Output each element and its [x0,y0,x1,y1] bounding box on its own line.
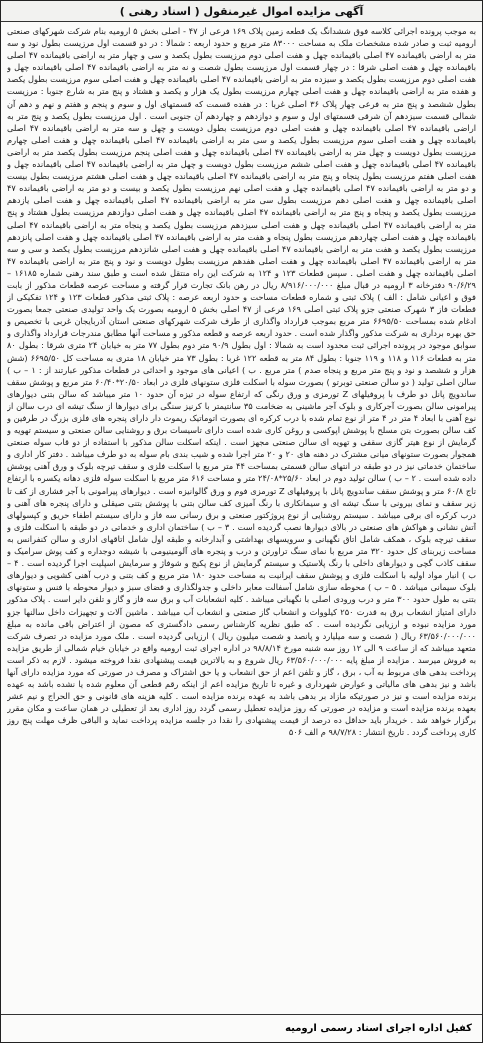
notice-signature: کفیل اداره اجرای اسناد رسمی ارومیه [285,1023,472,1034]
notice-text: به موجب پرونده اجرائی کلاسه فوق ششدانگ یک قطعه زمین پلاک ۱۶۹ فرعی از ۴۷ - اصلی بخش ۵ ارومیه بنام شرکت شهرکهای صنعتی ارومیه ثبت و صادر شده مشخصات ملک به مساحت ۸۳۰۰۰ متر مربع و حدود اربعه : شمالا : در دو قسمت اول مرزیست بطول نود و سه متر به اراضی باقیمانده ۴۷ اصلی باقیمانده چهل و هفت اصلی دوم مرزیست بطول یکصد و سی و چهار متر به اراضی باقیمانده ۴۷ اصلی باقیمانده چهل و هفت اصلی شرقا : در چهار قسمت اول مرزیست بطول شصت و نه متر به اراضی باقیمانده ۴۷ اصلی باقیمانده چهل و هفت اصلی دوم مرزیست بطول یکصد و سیزده متر به اراضی باقیمانده ۴۷ اصلی باقیمانده چهل و هفت اصلی سوم مرزیست بطول یکصد و هفده متر به اراضی باقیمانده چهل و هفت اصلی چهارم مرزیست بطول یک هزار و یکصد و هشتاد و پنج متر به شارع جنوبا : مرزیست بطول ششصد و پنج متر به فرعی چهار پلاک ۳۶ اصلی غربا : در هفده قسمت که قسمتهای اول و سوم و پنجم و هفتم و نهم و دهم آن شمالی قسمت سیزدهم آن شرقی قسمتهای اول و سوم و دوازدهم و چهاردهم آن جنوبی است . اول مرزیست بطول یکصد و پنج متر به اراضی باقیمانده ۴۷ اصلی باقیمانده چهل و هفت اصلی دوم مرزیست بطول دویست و چهل و سه متر به اراضی باقیمانده ۴۷ اصلی باقیمانده چهل و هفت اصلی سوم مرزیست بطول یکصد و سی متر به اراضی باقیمانده ۴۷ اصلی باقیمانده چهل و هفت اصلی چهارم مرزیست بطول دویست و چهل متر به اراضی باقیمانده ۴۷ اصلی باقیمانده چهل و هفت اصلی پنجم مرزیست بطول یکصد متر به اراضی باقیمانده ۴۷ اصلی باقیمانده چهل و هفت اصلی ششم مرزیست بطول دویست و چهل متر به اراضی باقیمانده ۴۷ اصلی باقیمانده چهل و هفت اصلی هفتم مرزیست بطول پنجاه و پنج متر به اراضی باقیمانده ۴۷ اصلی باقیمانده چهل و هفت اصلی هشتم مرزیست بطول بیست و دو متر به اراضی باقیمانده ۴۷ اصلی باقیمانده چهل و هفت اصلی نهم مرزیست بطول یکصد و بیست و دو متر به اراضی باقیمانده ۴۷ اصلی باقیمانده چهل و هفت اصلی دهم مرزیست بطول سی متر به اراضی باقیمانده ۴۷ اصلی باقیمانده چهل و هفت اصلی یازدهم مرزیست بطول یکصد و پنجاه و پنج متر به اراضی باقیمانده ۴۷ اصلی باقیمانده چهل و هفت اصلی دوازدهم مرزیست بطول هشتاد و پنج متر به اراضی باقیمانده ۴۷ اصلی باقیمانده چهل و هفت اصلی سیزدهم مرزیست بطول یکصد و پنجاه متر به اراضی باقیمانده ۴۷ اصلی باقیمانده چهل و هفت اصلی چهاردهم مرزیست بطول پنجاه و هفت متر به اراضی باقیمانده ۴۷ اصلی باقیمانده چهل و هفت اصلی پانزدهم مرزیست بطول یکصد و هفت متر به اراضی باقیمانده ۴۷ اصلی باقیمانده چهل و هفت اصلی شانزدهم مرزیست بطول یکصد و سی و سه متر به اراضی باقیمانده ۴۷ اصلی باقیمانده چهل و هفت اصلی هفدهم مرزیست بطول دویست و نود و پنج متر به اراضی باقیمانده ۴۷ اصلی باقیمانده چهل و هفت اصلی . سپس قطعات ۱۲۳ و ۱۲۴ به شرکت این راه منتقل شده است و طبق سند رهنی شماره ۱۶۱۸۵ – ۹۰/۶/۲۹ دفترخانه ۳ ارومیه در قبال مبلغ ۸/۹۱۶/۰۰۰/۰۰۰ ریال در رهن بانک تجارت قرار گرفته و مساحت عرصه قطعات مذکور از بابت فوق و اعیانی شامل : الف ) پلاک ثبتی و شماره قطعات مساحت و حدود اربعه عرصه : پلاک ثبتی مذکور قطعات ۱۲۳ و ۱۲۴ تفکیکی از قطعات فاز ۳ شهرک صنعتی جزو پلاک ثبتی اصلی ۱۶۹ فرعی از ۴۷ اصلی بخش ۵ ارومیه بصورت یک واحد تولیدی صنعتی جمعا بصورت ادغام شده بمساحت ۶۶۹۵/۵۰ متر مربع بموجب قرارداد واگذاری از طرف شرکت شهرکهای صنعتی استان آذربایجان غربی با تخصیص و حق بهره برداری به شرکت مذکور واگذار شده است . حدود اربعه عرصه و قطعه مذکور و مساحت آنها مطابق مندرجات قرارداد واگذاری و سوابق موجود در پرونده اجرائی ثبت محدود است به شمالا : اول بطول ۹۰/۹ متر دوم بطول ۷۷ متر به خیابان ۲۴ متری شرقا : بطول ۸۰ متر به قطعات ۱۱۶ و ۱۱۸ و ۱۱۹ جنوبا : بطول ۸۴ متر به قطعه ۱۲۲ غربا : بطول ۷۳ متر خیابان ۱۸ متری به مساحت کل ۶۶۹۵/۵۰ (شش هزار و ششصد و نود و پنج متر مربع و پنجاه صدم ) متر مربع . ب ) اعیانی های موجود و احداثی در قطعات مذکور عبارتند از : ۱ – ب ) سالن اصلی تولید ( دو سالن صنعتی توبرتو ) بصورت سوله با اسکلت فلزی ستونهای فلزی در ابعاد ۲۰/۵۰*۶۰/۴۰ متر مربع و پوشش سقف ساندویچ پانل دو طرف با پروفیلهای Z تورمزی و ورق رنگی که ارتفاع سوله در تیزه آن حدود ۱۰ متر میباشد که سالن بتنی دیوارهای پیرامونی سالن بصورت آجرکاری و بلوک آجر ماشینی به ضخامت ۳۵ سانتیمتر با کرنیز سنگی برای دیوارها از سنگ تیشه ای درب سالن از نوع آهنی با ابعاد ۴ متر در ۴ متر از نوع تمام شده با درب کرکره ای بصورت اتوماتیک ریموت دار دارای پنجره های فلزی بزرگ در طرفین و کف سالن بصورت بتن مسلح با پوشش اپوکسی و روغن کاری شده است دارای تاسیسات برق و روشنایی سالن صنعتی و سیستم تهویه و گرمایش از نوع هیتر گازی سقفی و تهویه ای سالن صنعتی مجهز است . اینکه اسکلت سالن مذکور با استفاده از دو قاب سوله صنعتی همجوار بصورت ستونهای میانی مشترک در دهنه های ۲۰ و ۲۰ متر اجرا شده و شیب بندی بام سوله به دو طرف میباشد . دفتر کار اداری و ساختمان خدماتی نیز در دو طبقه در انتهای سالن قسمتی بمساحت ۴۴ متر مربع با اسکلت فلزی و سقف تیرچه بلوک و ورق آهنی پوشش داده شده است . ۲ – ب ) سالن تولید دوم در ابعاد ۲۵/۶۰*۲۴/۰۸ متر و مساحت ۶۱۶ متر مربع با اسکلت سوله فلزی دهانه یکسره با ارتفاع تاج ۶۰/۸ متر و پوشش سقف ساندویچ پانل با پروفیلهای Z تورمزی فوم و ورق گالوانیزه است . دیوارهای پیرامونی با آجر فشاری از کف تا زیر سقف و نمای بیرونی با سنگ تیشه ای و سیمانکاری با رنگ آمیزی کف سالن بتنی با پوشش بتنی صیقلی و دارای پنجره های آهنی و درب کرکره ای برقی میباشد . سیستم روشنایی از نوع پروژکتور صنعتی و برق رسانی سه فاز و دارای سیستم اطفاء حریق و کپسولهای آتش نشانی و هواکش های صنعتی در بالای دیوارها نصب گردیده است . ۳ – ب ) ساختمان اداری و خدماتی در دو طبقه با اسکلت فلزی و سقف تیرچه بلوک ، همکف شامل اتاق نگهبانی و سرویسهای بهداشتی و آبدارخانه و طبقه اول شامل اتاقهای اداری و سالن کنفرانس به مساحت زیربنای کل حدود ۳۲۰ متر مربع با نمای سنگ تراورتن و درب و پنجره های آلومینیومی با شیشه دوجداره و کف پوش سرامیک و سقف کاذب گچی و دیوارهای داخلی با رنگ پلاستیک و سیستم گرمایش از نوع پکیج و شوفاژ و سرمایش اسپلیت اجرا گردیده است . ۴ – ب ) انبار مواد اولیه با اسکلت فلزی و پوشش سقف ایرانیت به مساحت حدود ۱۸۰ متر مربع و کف بتنی و درب آهنی کشویی و دیوارهای بلوک سیمانی میباشد . ۵ – ب ) محوطه سازی شامل آسفالت معابر داخلی و جدولگذاری و فضای سبز و دیوار محوطه با فنس و ستونهای بتنی به طول حدود ۳۰۰ متر و درب ورودی اصلی با نگهبانی میباشد . کلیه انشعابات آب و برق سه فاز و گاز و تلفن دایر است . پلاک مذکور دارای امتیاز انشعاب برق به قدرت ۲۵۰ کیلووات و انشعاب گاز صنعتی و انشعاب آب میباشد . ماشین آلات و تجهیزات داخل سالنها جزو مورد مزایده نبوده و ارزیابی نگردیده است . که طبق نظریه کارشناس رسمی دادگستری که مصون از اعتراض باقی مانده به مبلغ ۶۳/۵۶۰/۰۰۰/۰۰۰ ریال ( شصت و سه میلیارد و پانصد و شصت میلیون ریال ) ارزیابی گردیده است . ملک مورد مزایده در تصرف شرکت متعهد میباشد که از ساعت ۹ الی ۱۲ روز سه شنبه مورخ ۹۸/۸/۱۴ در اداره اجرای ثبت ارومیه واقع در خیابان خیام شمالی از طریق مزایده به فروش میرسد . مزایده از مبلغ پایه ۶۳/۵۶۰/۰۰۰/۰۰۰ ریال شروع و به بالاترین قیمت پیشنهادی نقدا فروخته میشود . لازم به ذکر است پرداخت بدهی های مربوط به آب ، برق ، گاز و تلفن اعم از حق انشعاب و یا حق اشتراک و مصرف در صورتی که مورد مزایده دارای آنها باشد و نیز بدهی های مالیاتی و عوارض شهرداری و غیره تا تاریخ مزایده اعم از اینکه رقم قطعی آن معلوم شده یا نشده باشد به عهده برنده مزایده است و نیز در صورتیکه مازاد بر بدهی باشد به عهده برنده مزایده است . کلیه هزینه های قانونی و حق الحراج و نیم عشر بعهده برنده مزایده است و مزایده در صورتی که روز مزایده تعطیل رسمی گردد روز اداری بعد از تعطیلی در همان ساعت و مکان مقرر برگزار خواهد شد . خریدار باید حداقل ده درصد از قیمت پیشنهادی را نقدا در جلسه مزایده پرداخت نماید و الباقی ظرف مهلت پنج روز کاری پرداخت گردد . تاریخ انتشار : ۹۸/۷/۲۸ م الف ۵۰۶ [7,26,476,738]
notice-body [7,25,476,1015]
notice-header [1,1,482,22]
notice-title: آگهی مزایده اموال غیرمنقول ( اسناد رهنی ) [119,4,364,18]
notice-footer [1,1014,482,1042]
